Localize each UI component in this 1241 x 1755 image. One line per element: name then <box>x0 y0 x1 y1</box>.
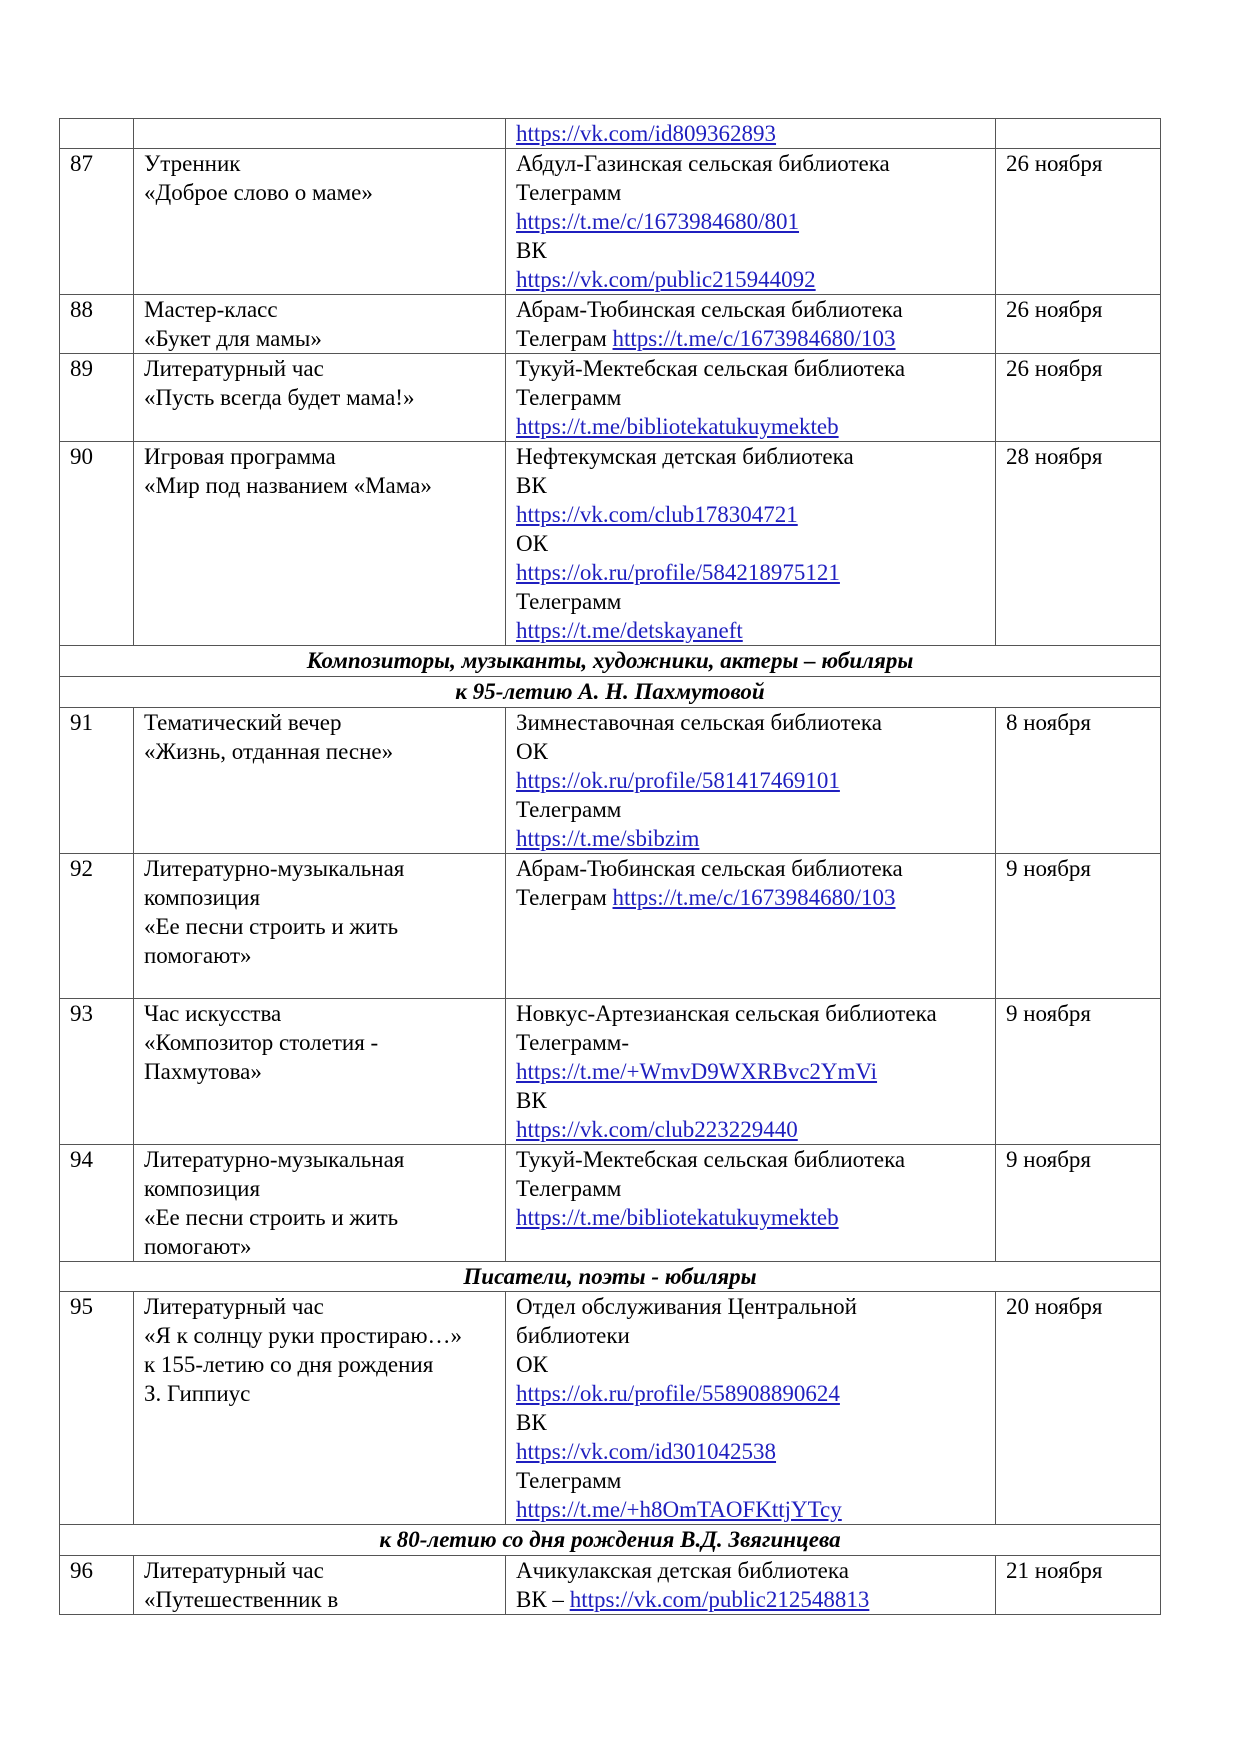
section-header-row <box>60 646 1161 677</box>
table-body <box>60 119 1161 1615</box>
event-line: Тематический вечер <box>144 710 342 735</box>
section-title: Писатели, поэты - юбиляры <box>60 1262 1161 1292</box>
event-line: «Доброе слово о маме» <box>144 180 373 205</box>
event-line: «Жизнь, отданная песне» <box>144 739 394 764</box>
table-row <box>60 1292 1161 1525</box>
event-cell <box>134 295 506 354</box>
place-line <box>516 766 987 795</box>
event-line: Час искусства <box>144 1001 282 1026</box>
event-cell <box>134 442 506 646</box>
place-line <box>516 471 987 500</box>
social-link[interactable]: https://ok.ru/profile/584218975121 <box>516 560 840 585</box>
social-link[interactable]: https://t.me/bibliotekatukuymekteb <box>516 1205 839 1230</box>
event-cell <box>134 1145 506 1262</box>
place-text: Отдел обслуживания Центральной <box>516 1294 857 1319</box>
event-cell <box>134 999 506 1145</box>
event-line: «Мир под названием «Мама» <box>144 473 432 498</box>
place-cell <box>506 119 996 149</box>
social-link[interactable]: https://t.me/c/1673984680/103 <box>612 326 896 351</box>
event-line: композиция <box>144 1176 261 1201</box>
place-text: Телеграмм <box>516 589 622 614</box>
place-line <box>516 119 987 148</box>
event-line: «Букет для мамы» <box>144 326 322 351</box>
place-line <box>516 795 987 824</box>
row-number <box>60 119 134 149</box>
section-header-row <box>60 1525 1161 1556</box>
events-table <box>59 118 1161 1615</box>
social-link[interactable]: https://ok.ru/profile/558908890624 <box>516 1381 840 1406</box>
place-line <box>516 442 987 471</box>
place-text: ВК – <box>516 1587 570 1612</box>
event-line: Литературно-музыкальная <box>144 1147 405 1172</box>
social-link[interactable]: https://t.me/+WmvD9WXRBvc2YmVi <box>516 1059 878 1084</box>
place-line <box>516 1437 987 1466</box>
event-line: Игровая программа <box>144 444 336 469</box>
place-cell <box>506 1556 996 1615</box>
place-line <box>516 529 987 558</box>
place-text: ОК <box>516 739 548 764</box>
social-link[interactable]: https://vk.com/club178304721 <box>516 502 798 527</box>
event-cell <box>134 854 506 999</box>
place-line <box>516 883 987 912</box>
date-cell: 9 ноября <box>996 999 1161 1145</box>
row-number: 93 <box>60 999 134 1145</box>
place-line <box>516 178 987 207</box>
place-line <box>516 999 987 1028</box>
place-line <box>516 295 987 324</box>
table-row <box>60 354 1161 442</box>
date-cell: 26 ноября <box>996 149 1161 295</box>
social-link[interactable]: https://vk.com/public212548813 <box>569 1587 870 1612</box>
place-text: Нефтекумская детская библиотека <box>516 444 854 469</box>
event-line: Пахмутова» <box>144 1059 262 1084</box>
row-number: 88 <box>60 295 134 354</box>
event-line: помогают» <box>144 943 252 968</box>
social-link[interactable]: https://t.me/c/1673984680/103 <box>612 885 896 910</box>
place-text: библиотеки <box>516 1323 630 1348</box>
row-number: 87 <box>60 149 134 295</box>
event-line: «Композитор столетия - <box>144 1030 379 1055</box>
section-title: к 80-летию со дня рождения В.Д. Звягинцева <box>60 1525 1161 1556</box>
place-line <box>516 1057 987 1086</box>
place-text: ВК <box>516 473 547 498</box>
event-line: Литературный час <box>144 1558 324 1583</box>
place-text: ОК <box>516 531 548 556</box>
table-row <box>60 999 1161 1145</box>
place-line <box>516 587 987 616</box>
place-text: Телеграм <box>516 885 613 910</box>
row-number: 92 <box>60 854 134 999</box>
event-cell <box>134 708 506 854</box>
place-line <box>516 1379 987 1408</box>
place-text: ВК <box>516 1088 547 1113</box>
social-link[interactable]: https://t.me/detskayaneft <box>516 618 743 643</box>
event-line: помогают» <box>144 1234 252 1259</box>
place-cell <box>506 442 996 646</box>
place-line <box>516 1321 987 1350</box>
place-line <box>516 1495 987 1524</box>
table-row <box>60 1145 1161 1262</box>
event-line: Мастер-класс <box>144 297 278 322</box>
place-text: Тукуй-Мектебская сельская библиотека <box>516 1147 906 1172</box>
place-line <box>516 383 987 412</box>
place-line <box>516 1408 987 1437</box>
place-text: Ачикулакская детская библиотека <box>516 1558 849 1583</box>
event-cell <box>134 1292 506 1525</box>
place-text: Телеграмм <box>516 797 622 822</box>
place-line <box>516 1466 987 1495</box>
place-line <box>516 236 987 265</box>
place-text: Телеграмм <box>516 180 622 205</box>
place-line <box>516 1174 987 1203</box>
place-line <box>516 1350 987 1379</box>
event-line: «Путешественник в <box>144 1587 339 1612</box>
event-line: Литературно-музыкальная <box>144 856 405 881</box>
place-line <box>516 500 987 529</box>
place-text: Новкус-Артезианская сельская библиотека <box>516 1001 937 1026</box>
place-text: ОК <box>516 1352 548 1377</box>
date-cell: 21 ноября <box>996 1556 1161 1615</box>
table-row <box>60 295 1161 354</box>
event-cell <box>134 119 506 149</box>
table-row <box>60 854 1161 999</box>
event-cell <box>134 149 506 295</box>
section-header-row <box>60 677 1161 708</box>
place-cell <box>506 295 996 354</box>
social-link[interactable]: https://t.me/c/1673984680/801 <box>516 209 800 234</box>
event-line: к 155-летию со дня рождения <box>144 1352 434 1377</box>
place-text: ВК <box>516 1410 547 1435</box>
place-text: Телеграмм- <box>516 1030 629 1055</box>
date-cell: 26 ноября <box>996 295 1161 354</box>
place-line <box>516 149 987 178</box>
place-line <box>516 412 987 441</box>
event-line: Утренник <box>144 151 241 176</box>
place-line <box>516 737 987 766</box>
social-link[interactable]: https://vk.com/id301042538 <box>516 1439 777 1464</box>
event-line: Литературный час <box>144 356 324 381</box>
date-cell: 9 ноября <box>996 854 1161 999</box>
place-line <box>516 1556 987 1585</box>
place-line <box>516 708 987 737</box>
event-line: «Ее песни строить и жить <box>144 914 399 939</box>
social-link[interactable]: https://vk.com/id809362893 <box>516 121 777 146</box>
place-text: Зимнеставочная сельская библиотека <box>516 710 882 735</box>
place-cell <box>506 354 996 442</box>
place-text: ВК <box>516 238 547 263</box>
table-row <box>60 149 1161 295</box>
event-line: З. Гиппиус <box>144 1381 251 1406</box>
date-cell: 28 ноября <box>996 442 1161 646</box>
place-cell <box>506 149 996 295</box>
place-line <box>516 1115 987 1144</box>
social-link[interactable]: https://ok.ru/profile/581417469101 <box>516 768 840 793</box>
section-title: Композиторы, музыканты, художники, актеры – юбиляры <box>60 646 1161 677</box>
place-text: Абдул-Газинская сельская библиотека <box>516 151 890 176</box>
place-line <box>516 1292 987 1321</box>
place-text: Абрам-Тюбинская сельская библиотека <box>516 297 903 322</box>
table-row <box>60 1556 1161 1615</box>
social-link[interactable]: https://t.me/bibliotekatukuymekteb <box>516 414 839 439</box>
event-cell <box>134 354 506 442</box>
place-text: Телеграм <box>516 326 613 351</box>
place-line <box>516 1203 987 1232</box>
row-number: 94 <box>60 1145 134 1262</box>
social-link[interactable]: https://t.me/sbibzim <box>516 826 700 851</box>
place-cell <box>506 1145 996 1262</box>
place-text: Абрам-Тюбинская сельская библиотека <box>516 856 903 881</box>
row-number: 90 <box>60 442 134 646</box>
place-line <box>516 1086 987 1115</box>
place-text: Тукуй-Мектебская сельская библиотека <box>516 356 906 381</box>
row-number: 95 <box>60 1292 134 1525</box>
place-text: Телеграмм <box>516 1176 622 1201</box>
place-line <box>516 558 987 587</box>
row-number: 89 <box>60 354 134 442</box>
place-line <box>516 354 987 383</box>
place-cell <box>506 999 996 1145</box>
event-line: Литературный час <box>144 1294 324 1319</box>
place-line <box>516 207 987 236</box>
section-title: к 95-летию А. Н. Пахмутовой <box>60 677 1161 708</box>
social-link[interactable]: https://vk.com/club223229440 <box>516 1117 798 1142</box>
place-cell <box>506 708 996 854</box>
social-link[interactable]: https://t.me/+h8OmTAOFKttjYTcy <box>516 1497 842 1522</box>
row-number: 91 <box>60 708 134 854</box>
place-line <box>516 324 987 353</box>
date-cell <box>996 119 1161 149</box>
date-cell: 26 ноября <box>996 354 1161 442</box>
event-line: «Пусть всегда будет мама!» <box>144 385 415 410</box>
event-line: «Ее песни строить и жить <box>144 1205 399 1230</box>
date-cell: 20 ноября <box>996 1292 1161 1525</box>
event-cell <box>134 1556 506 1615</box>
event-line: «Я к солнцу руки простираю…» <box>144 1323 463 1348</box>
place-line <box>516 824 987 853</box>
row-number: 96 <box>60 1556 134 1615</box>
place-line <box>516 1585 987 1614</box>
event-line: композиция <box>144 885 261 910</box>
place-text: Телеграмм <box>516 1468 622 1493</box>
place-line <box>516 616 987 645</box>
table-row <box>60 442 1161 646</box>
place-line <box>516 265 987 294</box>
section-header-row <box>60 1262 1161 1292</box>
place-line <box>516 1028 987 1057</box>
place-line <box>516 1145 987 1174</box>
table-row <box>60 119 1161 149</box>
place-cell <box>506 1292 996 1525</box>
table-row <box>60 708 1161 854</box>
place-text: Телеграмм <box>516 385 622 410</box>
place-cell <box>506 854 996 999</box>
date-cell: 8 ноября <box>996 708 1161 854</box>
place-line <box>516 854 987 883</box>
date-cell: 9 ноября <box>996 1145 1161 1262</box>
social-link[interactable]: https://vk.com/public215944092 <box>516 267 816 292</box>
